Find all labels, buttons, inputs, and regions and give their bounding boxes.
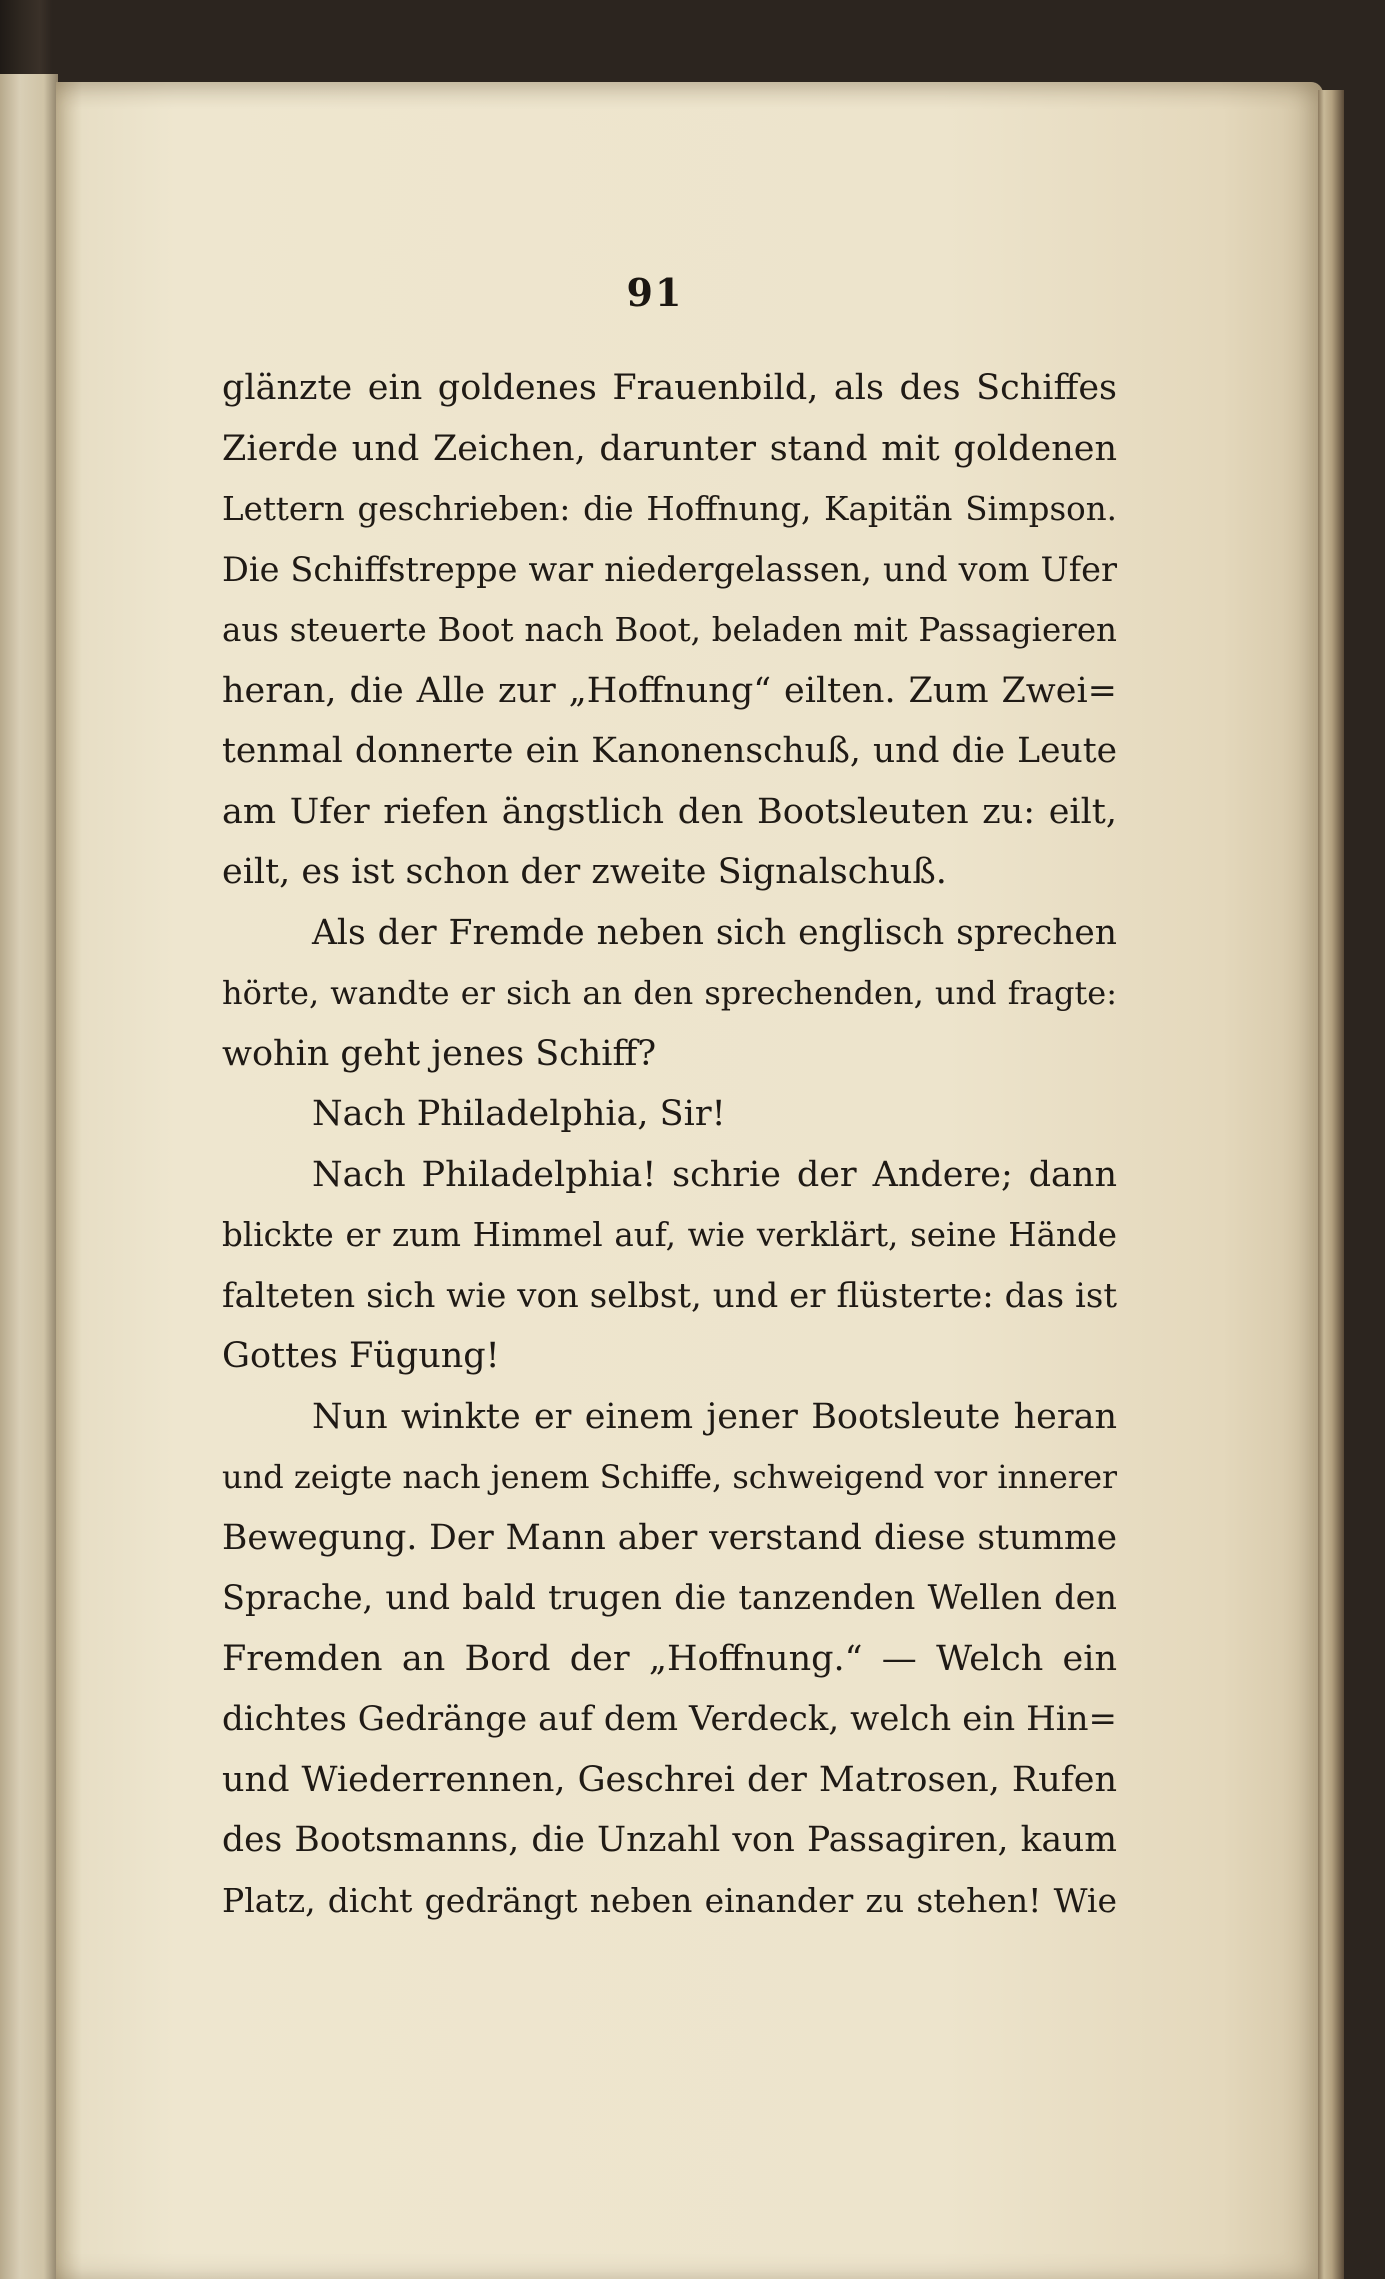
text-line: Fremden an Bord der „Hoffnung.“ — Welch ein (222, 1638, 1117, 1679)
text-line: blickte er zum Himmel auf, wie verklärt, seine Hände (222, 1216, 1117, 1254)
text-line: hörte, wandte er sich an den sprechenden, und fragte: (222, 974, 1117, 1012)
text-line: Zierde und Zeichen, darunter stand mit goldenen (222, 428, 1117, 469)
text-line: Lettern geschrieben: die Hoffnung, Kapitän Simpson. (222, 490, 1117, 528)
body-text (222, 358, 1117, 1931)
text-line: glänzte ein goldenes Frauenbild, als des Schiffes (222, 368, 1117, 408)
text-line: tenmal donnerte ein Kanonenschuß, und die Leute (222, 731, 1117, 771)
text-line: Bewegung. Der Mann aber verstand diese stumme (222, 1517, 1117, 1558)
left-page-edge (0, 74, 58, 2279)
text-line: am Ufer riefen ängstlich den Bootsleuten zu: eilt, (222, 791, 1117, 832)
text-line: dichtes Gedränge auf dem Verdeck, welch ein Hin= (222, 1699, 1117, 1739)
text-line: Die Schiffstreppe war niedergelassen, und vom Ufer (222, 549, 1117, 589)
text-line: heran, die Alle zur „Hoffnung“ eilten. Zum Zwei= (222, 670, 1117, 711)
text-line: Nach Philadelphia, Sir! (312, 1094, 726, 1134)
text-line: Sprache, und bald trugen die tanzenden Wellen den (222, 1578, 1117, 1617)
text-line: Nun winkte er einem jener Bootsleute heran (312, 1396, 1117, 1437)
text-line: Nach Philadelphia! schrie der Andere; dann (312, 1154, 1117, 1195)
text-line: aus steuerte Boot nach Boot, beladen mit Passagieren (222, 611, 1117, 649)
page-number: 91 (626, 270, 684, 315)
text-line: Als der Fremde neben sich englisch sprechen (312, 912, 1117, 953)
page-stack-edge (1318, 90, 1344, 2279)
text-line: Platz, dicht gedrängt neben einander zu stehen! Wie (222, 1880, 1117, 1920)
text-line: und zeigte nach jenem Schiffe, schweigend vor innerer (222, 1458, 1117, 1496)
text-line: Gottes Fügung! (222, 1336, 500, 1376)
text-line: eilt, es ist schon der zweite Signalschuß. (222, 852, 947, 892)
text-line: falteten sich wie von selbst, und er flüsterte: das ist (222, 1275, 1117, 1316)
text-line: und Wiederrennen, Geschrei der Matrosen, Rufen (222, 1759, 1117, 1800)
text-line: wohin geht jenes Schiff? (222, 1033, 657, 1074)
text-line: des Bootsmanns, die Unzahl von Passagiren, kaum (222, 1820, 1117, 1860)
